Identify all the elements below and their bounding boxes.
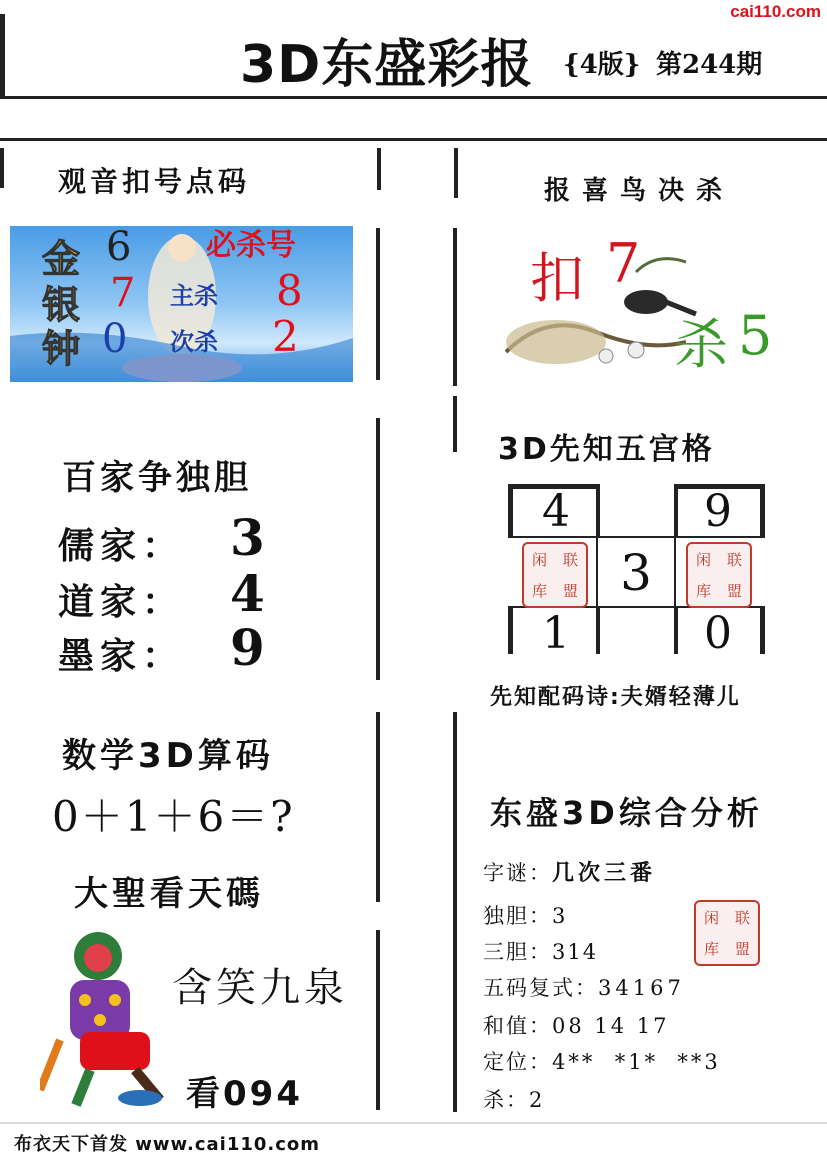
seal-char: 联 [726,551,742,569]
divider [453,712,457,1112]
mo-label: 墨家： [58,636,185,677]
paper-title: 3D东盛彩报 [240,35,534,95]
row-value: 34167 [598,976,685,1000]
divider [376,930,380,1110]
seal-char: 库 [695,582,711,600]
row-label: 字谜： [483,861,552,885]
row-value: 314 [552,940,599,964]
analysis-row-position [483,1046,721,1076]
grid-line [760,484,765,538]
row-value: 3 [552,904,568,928]
section-top-rule [0,138,827,141]
main-kill-label: 主杀 [170,282,218,310]
bell-value: 0 [102,316,128,362]
grid-line [596,606,600,654]
analysis-row-three [483,936,598,966]
bird-sha-value: 5 [738,304,773,367]
divider [377,148,381,190]
gold-value: 6 [106,226,132,270]
gold-label: 金 [42,237,81,281]
ru-label: 儒家： [58,526,185,567]
analysis-row-single [483,900,567,930]
second-kill-label: 次杀 [170,328,218,356]
divider [376,418,380,680]
bird-kou-value: 7 [606,232,641,295]
monkey-phrase: 含笑九泉 [172,965,348,1011]
poem-line: 先知配码诗:夫婿轻薄儿 [490,685,741,710]
seal-char: 闲 [531,551,547,569]
monkey-king-image [40,920,170,1110]
ru-value: 3 [230,508,265,567]
row-value: 2 [529,1088,545,1112]
row-label: 和值： [483,1014,552,1038]
dao-label: 道家： [58,582,185,623]
seal-char: 联 [562,551,578,569]
divider [0,148,4,188]
grid-line [596,484,600,538]
seal-char: 盟 [726,582,742,600]
guanyin-banner-image [10,226,353,382]
wugong-grid [508,484,770,654]
second-kill-value: 2 [272,312,299,361]
seal-char: 联 [734,909,750,927]
banner-label: 必杀号 [206,228,296,263]
grid-line [760,606,765,654]
grid-top-right: 9 [704,486,732,537]
analysis-row-sum [483,1010,670,1040]
row-label: 定位： [483,1050,552,1074]
bird-sha-label: 杀 [674,313,728,376]
analysis-row-kill [483,1084,544,1114]
grid-bottom-left: 1 [542,608,570,654]
bell-label: 钟 [42,327,81,371]
monkey-look: 看094 [186,1074,303,1114]
analysis-row-riddle [483,856,656,887]
divider [376,228,380,380]
row-label: 五码复式： [483,976,598,1000]
grid-top-left: 4 [542,486,570,537]
header-left-border [0,14,5,98]
grid-line [674,536,676,606]
seal-stamp [694,900,760,966]
bird-panel [486,232,786,376]
footer-rule [0,1122,827,1124]
divider [376,712,380,902]
seal-char: 闲 [695,551,711,569]
seal-char: 盟 [734,940,750,958]
seal-char: 库 [703,940,719,958]
grid-center: 3 [620,544,652,602]
bird-kou-label: 扣 [530,247,584,310]
main-kill-value: 8 [276,266,303,315]
wugong-title: 3D先知五宫格 [498,432,715,467]
seal-char: 盟 [562,582,578,600]
edition-label: {4版} [563,50,641,80]
issue-number: 第244期 [656,50,763,80]
row-label: 杀： [483,1088,529,1112]
footer-text: 布衣天下首发 www.cai110.com [14,1134,321,1155]
guanyin-title: 观音扣号点码 [58,165,251,198]
row-value: 几次三番 [552,861,657,886]
grid-line [508,606,513,654]
divider [453,396,457,452]
analysis-row-five [483,972,685,1002]
row-value: 08 14 17 [552,1014,670,1038]
divider [454,148,458,198]
math-formula: 0＋1＋6＝? [52,792,295,841]
silver-label: 银 [42,283,81,327]
analysis-title: 东盛3D综合分析 [490,794,763,832]
seal-char: 库 [531,582,547,600]
row-label: 三胆： [483,940,552,964]
bird-title: 报喜鸟决杀 [544,176,735,206]
grid-line [508,484,513,538]
monkey-king-figure [40,920,170,1110]
seal-stamp [686,542,752,608]
divider [453,228,457,386]
monkey-title: 大聖看天碼 [74,874,264,914]
row-value: 4** *1* **3 [552,1050,721,1074]
math-title: 数学3D算码 [62,736,274,776]
seal-stamp [522,542,588,608]
baijia-title: 百家争独胆 [62,458,252,498]
site-tag: cai110.com [730,2,821,21]
grid-bottom-right: 0 [704,608,732,654]
seal-char: 闲 [703,909,719,927]
silver-value: 7 [110,270,136,316]
mo-value: 9 [230,618,265,677]
dao-value: 4 [230,564,265,623]
row-label: 独胆： [483,904,552,928]
